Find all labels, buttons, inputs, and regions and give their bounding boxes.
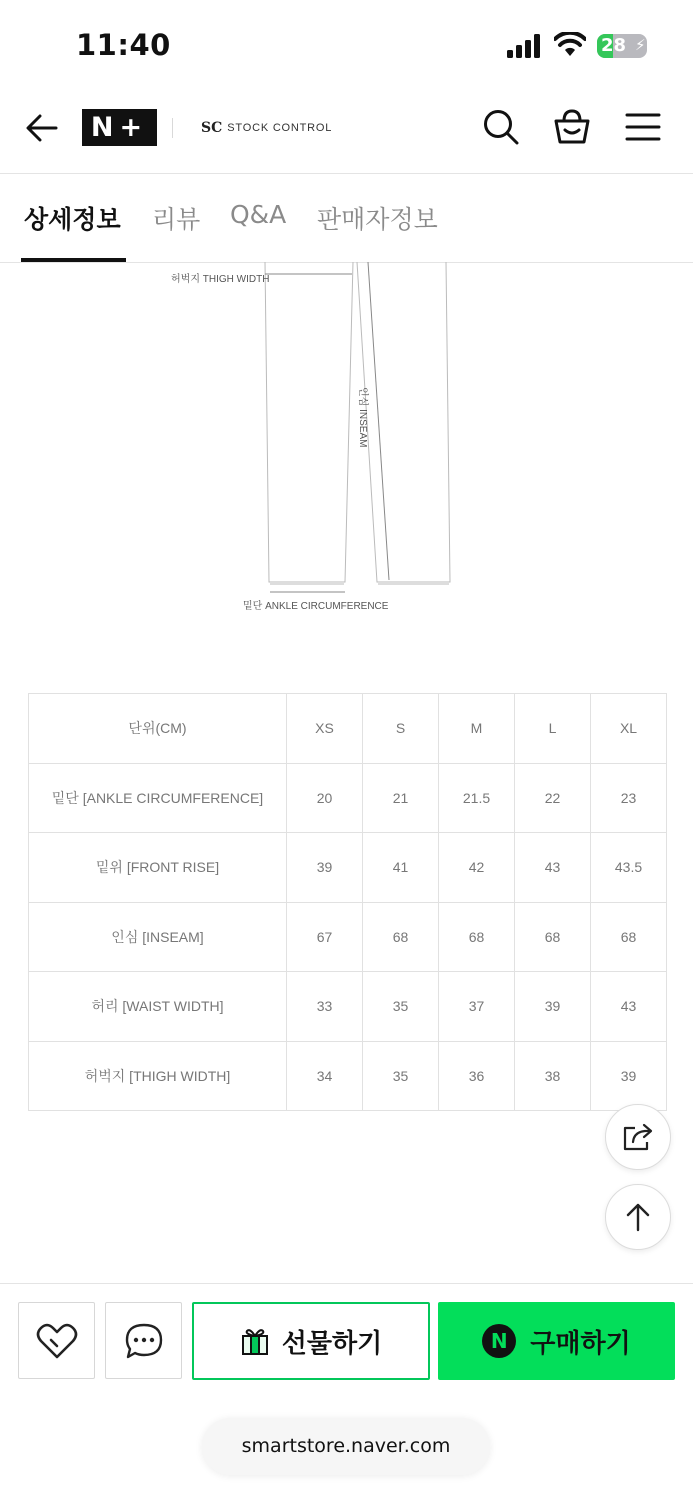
active-tab-indicator [21, 258, 126, 262]
size-guide-diagram [160, 262, 480, 622]
table-cell: 68 [591, 902, 667, 972]
share-button[interactable] [605, 1104, 671, 1170]
table-cell: 39 [591, 1041, 667, 1111]
nplus-logo[interactable]: N+ [82, 109, 157, 146]
naver-pay-badge-icon: N [482, 1324, 516, 1358]
gift-button-label: 선물하기 [281, 1328, 383, 1359]
cellular-signal-icon [507, 34, 543, 58]
table-cell: 68 [515, 902, 591, 972]
battery-icon: 28 ⚡ [597, 34, 647, 58]
table-cell: 허벅지 [THIGH WIDTH] [29, 1041, 287, 1111]
table-header-row [29, 694, 667, 764]
table-row [29, 972, 667, 1042]
scroll-top-button[interactable] [605, 1184, 671, 1250]
table-cell: 33 [287, 972, 363, 1042]
status-bar [0, 0, 693, 92]
table-cell: 67 [287, 902, 363, 972]
back-arrow-icon[interactable] [24, 110, 60, 146]
tab-review[interactable]: 리뷰 [152, 205, 201, 234]
table-cell: 43 [591, 972, 667, 1042]
table-cell: 인심 [INSEAM] [29, 902, 287, 972]
table-cell: 34 [287, 1041, 363, 1111]
pants-diagram-image [160, 262, 480, 622]
table-cell: 35 [363, 1041, 439, 1111]
table-cell: 23 [591, 763, 667, 833]
cart-bag-icon[interactable] [553, 108, 591, 146]
table-row [29, 1041, 667, 1111]
heart-icon [36, 1322, 78, 1360]
product-tabs [0, 174, 693, 263]
table-cell: 35 [363, 972, 439, 1042]
tab-qna[interactable]: Q&A [230, 200, 287, 229]
gift-button[interactable] [192, 1302, 430, 1380]
browser-url-bar[interactable]: smartstore.naver.com [202, 1418, 490, 1475]
table-cell: 밑단 [ANKLE CIRCUMFERENCE] [29, 763, 287, 833]
table-header-cell: S [363, 694, 439, 764]
buy-now-button[interactable] [438, 1302, 675, 1380]
share-icon [621, 1122, 655, 1152]
table-header-cell: M [439, 694, 515, 764]
table-header-cell: XL [591, 694, 667, 764]
size-chart-table [28, 693, 667, 1111]
table-cell: 밑위 [FRONT RISE] [29, 833, 287, 903]
inseam-label: 인심 INSEAM [357, 387, 368, 448]
talk-chat-button[interactable] [105, 1302, 182, 1379]
table-cell: 43 [515, 833, 591, 903]
table-header-cell: L [515, 694, 591, 764]
table-cell: 68 [363, 902, 439, 972]
tab-detail[interactable]: 상세정보 [24, 205, 121, 234]
table-cell: 68 [439, 902, 515, 972]
table-row [29, 833, 667, 903]
wifi-icon [554, 32, 586, 58]
brand-mark: SC [201, 120, 223, 136]
table-cell: 43.5 [591, 833, 667, 903]
table-cell: 39 [287, 833, 363, 903]
table-cell: 허리 [WAIST WIDTH] [29, 972, 287, 1042]
table-cell: 22 [515, 763, 591, 833]
status-time: 11:40 [76, 28, 171, 62]
brand-name: STOCK CONTROL [227, 122, 333, 134]
table-cell: 41 [363, 833, 439, 903]
search-icon[interactable] [482, 108, 520, 146]
table-cell: 20 [287, 763, 363, 833]
table-cell: 21.5 [439, 763, 515, 833]
thigh-width-label: 허벅지 THIGH WIDTH [171, 274, 270, 285]
store-brand[interactable] [201, 118, 332, 138]
wishlist-button[interactable] [18, 1302, 95, 1379]
table-cell: 21 [363, 763, 439, 833]
app-header [0, 92, 693, 174]
table-row [29, 763, 667, 833]
menu-icon[interactable] [625, 112, 661, 142]
table-header-cell: XS [287, 694, 363, 764]
tab-seller-info[interactable]: 판매자정보 [317, 205, 438, 234]
table-row [29, 902, 667, 972]
table-cell: 37 [439, 972, 515, 1042]
buy-button-label: 구매하기 [530, 1328, 631, 1359]
table-cell: 38 [515, 1041, 591, 1111]
arrow-up-icon [624, 1202, 652, 1232]
ankle-circumference-label: 밑단 ANKLE CIRCUMFERENCE [243, 601, 389, 612]
battery-level: 28 [601, 35, 627, 56]
table-cell: 42 [439, 833, 515, 903]
chat-bubble-icon [124, 1322, 164, 1360]
gift-icon [240, 1326, 270, 1356]
table-cell: 39 [515, 972, 591, 1042]
table-header-cell: 단위(CM) [29, 694, 287, 764]
table-cell: 36 [439, 1041, 515, 1111]
header-divider [172, 118, 173, 138]
